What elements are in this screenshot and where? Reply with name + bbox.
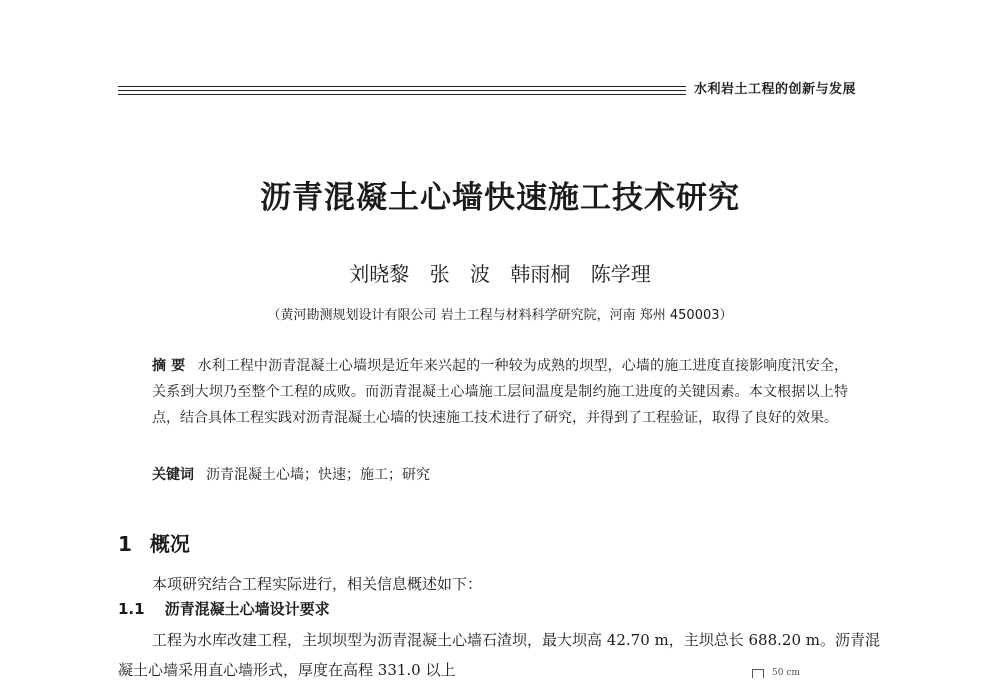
abstract: [152, 353, 848, 431]
keywords: [152, 462, 848, 488]
section-number: 1: [118, 532, 132, 556]
figure-fragment-label: 50 cm: [772, 668, 800, 678]
keywords-label: 关键词: [152, 467, 194, 483]
affiliation: （黄河勘测规划设计有限公司 岩土工程与材料科学研究院，河南 郑州 450003）: [267, 308, 733, 323]
header-rule: [118, 90, 686, 91]
abstract-text: 水利工程中沥青混凝土心墙坝是近年来兴起的一种较为成熟的坝型，心墙的施工进度直接影响度汛安全，关系到大坝乃至整个工程的成败。而沥青混凝土心墙施工层间温度是制约施工进度的关键因素。本文根据以上特点，结合具体工程实践对沥青混凝土心墙的快速施工技术进行了研究，并得到了工程验证，取得了良好的效果。: [152, 358, 849, 426]
subsection-number: 1.1: [118, 600, 145, 618]
abstract-label: 摘 要: [152, 358, 186, 374]
header-rule: [118, 94, 686, 95]
figure-fragment: [752, 668, 800, 678]
authors: 刘晓黎 张 波 韩雨桐 陈学理: [349, 262, 651, 286]
keywords-text: 沥青混凝土心墙；快速；施工；研究: [206, 467, 430, 483]
section-heading: [118, 528, 190, 557]
header-rule: [118, 86, 686, 87]
section-title: 概况: [149, 532, 190, 556]
section-intro: 本项研究结合工程实际进行，相关信息概述如下：: [152, 575, 483, 593]
body-paragraph: 工程为水库改建工程，主坝坝型为沥青混凝土心墙石渣坝，最大坝高 42.70 m，主坝总长 688.20 m。沥青混凝土心墙采用直心墙形式，厚度在高程 331.0 以上: [118, 631, 880, 679]
subsection-title: 沥青混凝土心墙设计要求: [164, 600, 330, 618]
paper-title: 沥青混凝土心墙快速施工技术研究: [260, 180, 740, 216]
subsection-heading: [118, 598, 330, 619]
running-head: 水利岩土工程的创新与发展: [694, 82, 857, 97]
dimension-tick-icon: [752, 669, 764, 678]
